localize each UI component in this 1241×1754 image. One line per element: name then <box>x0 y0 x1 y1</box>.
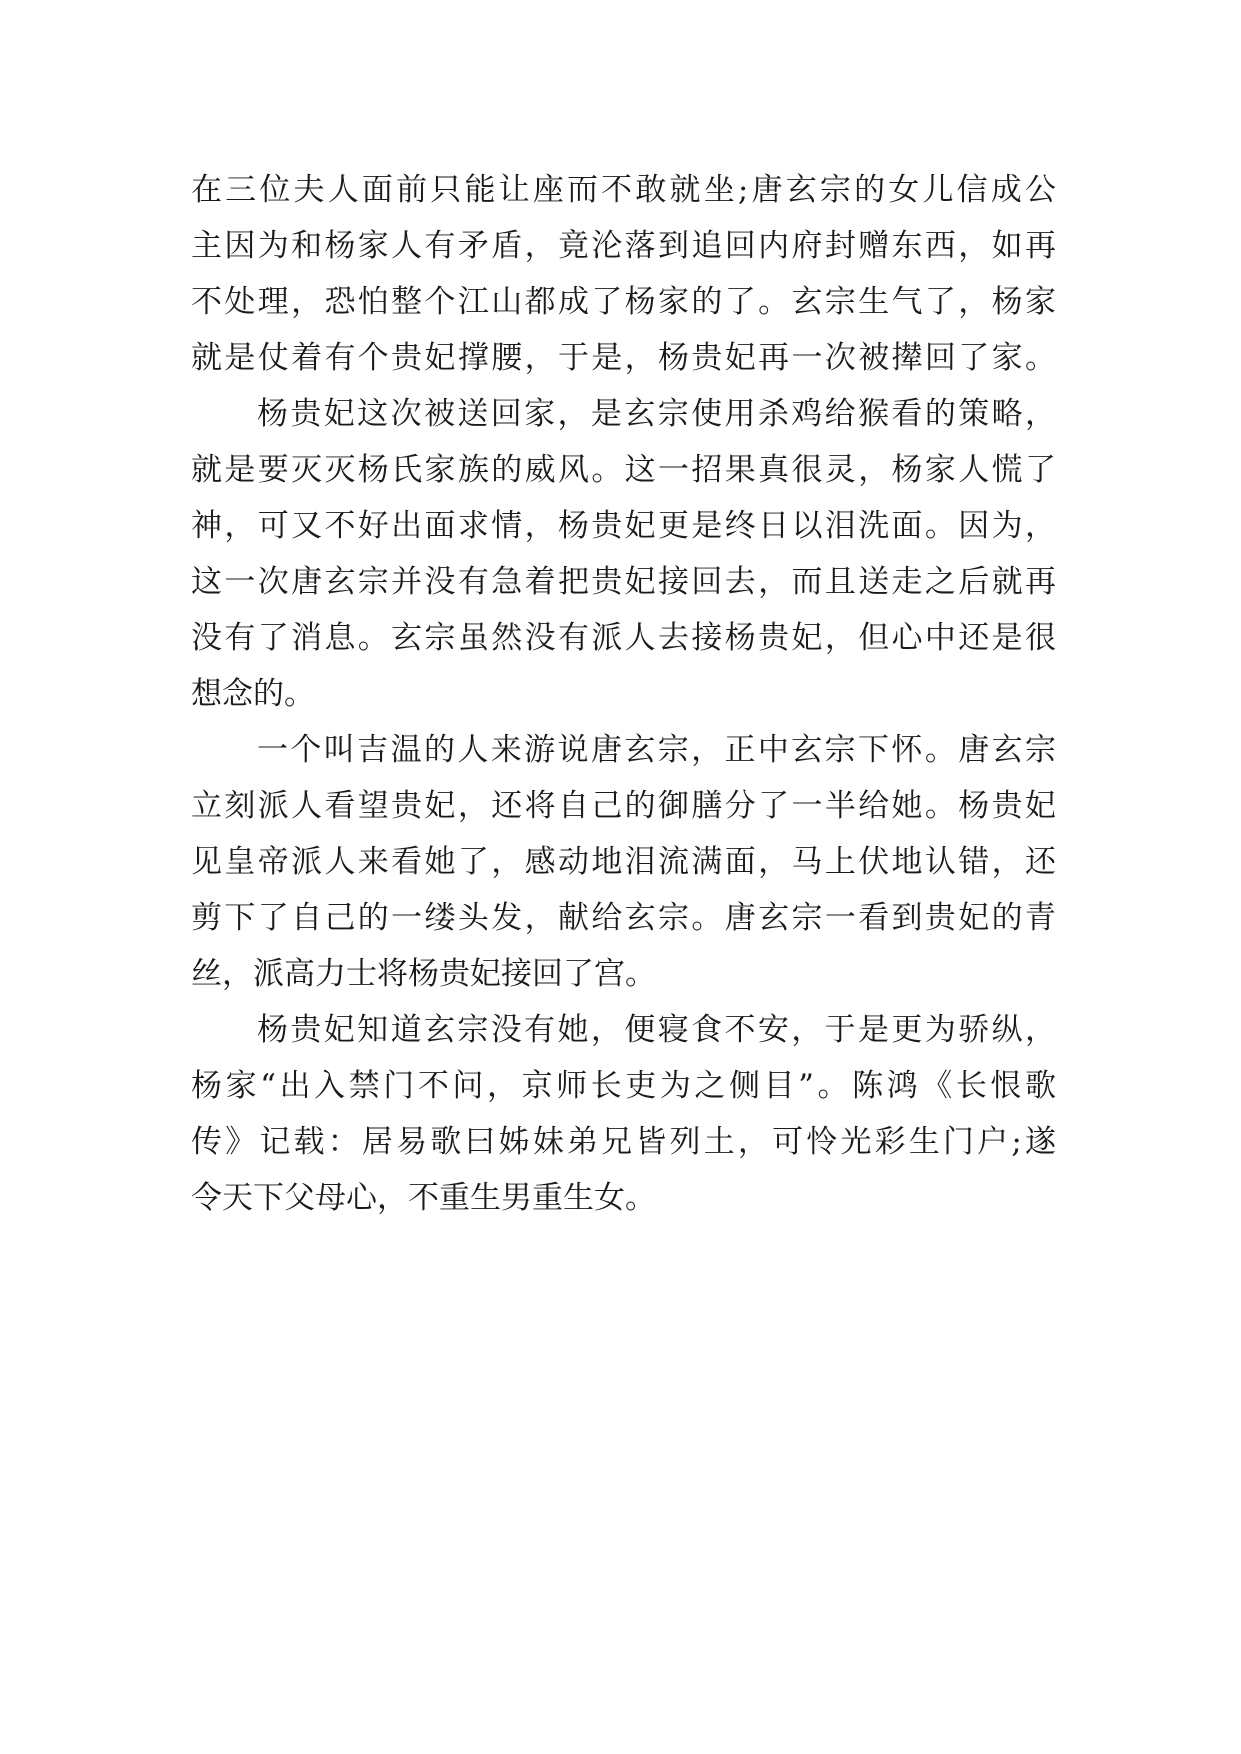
text-line: 神，可又不好出面求情，杨贵妃更是终日以泪洗面。因为， <box>191 508 1056 544</box>
text-line: 立刻派人看望贵妃，还将自己的御膳分了一半给她。杨贵妃 <box>191 788 1056 824</box>
paragraph-first-line: 一个叫吉温的人来游说唐玄宗，正中玄宗下怀。唐玄宗 <box>257 732 1056 768</box>
text-line: 主因为和杨家人有矛盾，竟沦落到追回内府封赠东西，如再 <box>191 228 1056 264</box>
paragraph-first-line: 杨贵妃知道玄宗没有她，便寝食不安，于是更为骄纵， <box>257 1012 1056 1048</box>
paragraph-last-line: 令天下父母心，不重生男重生女。 <box>191 1180 656 1216</box>
text-line: 这一次唐玄宗并没有急着把贵妃接回去，而且送走之后就再 <box>191 564 1056 600</box>
text-line: 不处理，恐怕整个江山都成了杨家的了。玄宗生气了，杨家 <box>191 284 1056 320</box>
paragraph-last-line: 想念的。 <box>191 676 315 712</box>
paragraph-first-line: 杨贵妃这次被送回家，是玄宗使用杀鸡给猴看的策略， <box>257 396 1056 432</box>
text-line: 杨家“出入禁门不问，京师长吏为之侧目”。陈鸿《长恨歌 <box>191 1068 1056 1104</box>
text-line: 剪下了自己的一缕头发，献给玄宗。唐玄宗一看到贵妃的青 <box>191 900 1056 936</box>
text-line: 传》记载：居易歌曰姊妹弟兄皆列土，可怜光彩生门户;遂 <box>191 1124 1056 1160</box>
text-line: 就是仗着有个贵妃撑腰，于是，杨贵妃再一次被撵回了家。 <box>191 340 1056 376</box>
body-text <box>191 162 1056 1226</box>
text-line: 就是要灭灭杨氏家族的威风。这一招果真很灵，杨家人慌了 <box>191 452 1056 488</box>
paragraph-last-line: 丝，派高力士将杨贵妃接回了宫。 <box>191 956 656 992</box>
text-line: 没有了消息。玄宗虽然没有派人去接杨贵妃，但心中还是很 <box>191 620 1056 656</box>
text-line: 见皇帝派人来看她了，感动地泪流满面，马上伏地认错，还 <box>191 844 1056 880</box>
text-line: 在三位夫人面前只能让座而不敢就坐;唐玄宗的女儿信成公 <box>191 172 1056 208</box>
